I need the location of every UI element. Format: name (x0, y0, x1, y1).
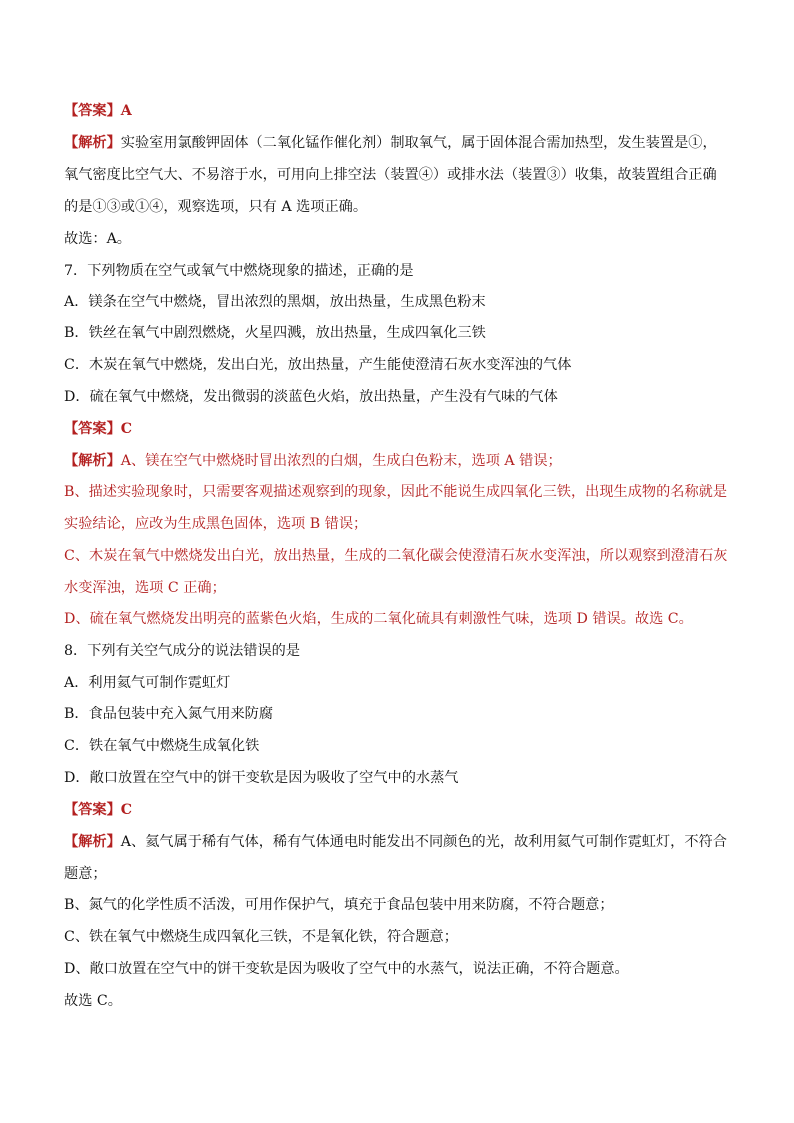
analysis-text: A、氦气属于稀有气体，稀有气体通电时能发出不同颜色的光，故利用氦气可制作霓虹灯，不符合 (120, 834, 727, 850)
answer-value: A (120, 103, 132, 119)
answer-line (64, 101, 734, 121)
analysis-text: C、木炭在氧气中燃烧发出白光，放出热量，生成的二氧化碳会使澄清石灰水变浑浊，所以观察到澄清石灰 (64, 548, 728, 564)
analysis-text: 的是①③或①④，观察选项，只有 A 选项正确。 (64, 199, 368, 215)
analysis-tag: 【解析】 (64, 453, 121, 469)
analysis-text: 氧气密度比空气大、不易溶于水，可用向上排空法（装置④）或排水法（装置③）收集，故装置组合正确 (64, 167, 717, 183)
analysis-tag: 【解析】 (64, 834, 121, 850)
answer-tag: 【答案】 (64, 802, 121, 818)
question-stem: 7．下列物质在空气或氧气中燃烧现象的描述，正确的是 (64, 263, 414, 279)
option-a: A．镁条在空气中燃烧，冒出浓烈的黑烟，放出热量，生成黑色粉末 (64, 294, 486, 310)
analysis-text: B、氮气的化学性质不活泼，可用作保护气，填充于食品包装中用来防腐，不符合题意； (64, 897, 614, 913)
answer-tag: 【答案】 (64, 103, 121, 119)
option-c: C．铁在氧气中燃烧生成氧化铁 (64, 738, 260, 754)
conclusion-text: 故选：A。 (64, 231, 131, 247)
analysis-text: D、硫在氧气燃烧发出明亮的蓝紫色火焰，生成的二氧化硫具有刺激性气味，选项 D 错误。故选 C。 (64, 611, 693, 627)
question-stem: 8．下列有关空气成分的说法错误的是 (64, 643, 301, 659)
answer-tag: 【答案】 (64, 421, 121, 437)
analysis-line (64, 451, 734, 471)
analysis-text: 实验结论，应改为生成黑色固体，选项 B 错误； (64, 516, 368, 532)
answer-line (64, 800, 734, 820)
answer-value: C (120, 421, 133, 437)
analysis-text: 水变浑浊，选项 C 正确； (64, 580, 226, 596)
analysis-text: 实验室用氯酸钾固体（二氧化锰作催化剂）制取氧气，属于固体混合需加热型，发生装置是①， (120, 135, 717, 151)
option-d: D．敞口放置在空气中的饼干变软是因为吸收了空气中的水蒸气 (64, 770, 459, 786)
answer-value: C (120, 802, 133, 818)
analysis-text: B、描述实验现象时，只需要客观描述观察到的现象，因此不能说生成四氧化三铁，出现生成物的名称就是 (64, 484, 728, 500)
option-a: A．利用氦气可制作霓虹灯 (64, 675, 231, 691)
analysis-text: C、铁在氧气中燃烧生成四氧化三铁，不是氧化铁，符合题意； (64, 929, 458, 945)
conclusion-text: 故选 C。 (64, 993, 122, 1009)
option-b: B．食品包装中充入氮气用来防腐 (64, 706, 274, 722)
option-c: C．木炭在氧气中燃烧，发出白光，放出热量，产生能使澄清石灰水变浑浊的气体 (64, 357, 572, 373)
option-b: B．铁丝在氧气中剧烈燃烧，火星四溅，放出热量，生成四氧化三铁 (64, 325, 486, 341)
analysis-line (64, 133, 734, 153)
answer-line (64, 419, 734, 439)
analysis-text: D、敞口放置在空气中的饼干变软是因为吸收了空气中的水蒸气，说法正确，不符合题意。 (64, 961, 629, 977)
analysis-line (64, 832, 734, 852)
option-d: D．硫在氧气中燃烧，发出微弱的淡蓝色火焰，放出热量，产生没有气味的气体 (64, 389, 558, 405)
analysis-text: 题意； (64, 866, 107, 882)
analysis-text: A、镁在空气中燃烧时冒出浓烈的白烟，生成白色粉末，选项 A 错误； (120, 453, 562, 469)
analysis-tag: 【解析】 (64, 135, 121, 151)
